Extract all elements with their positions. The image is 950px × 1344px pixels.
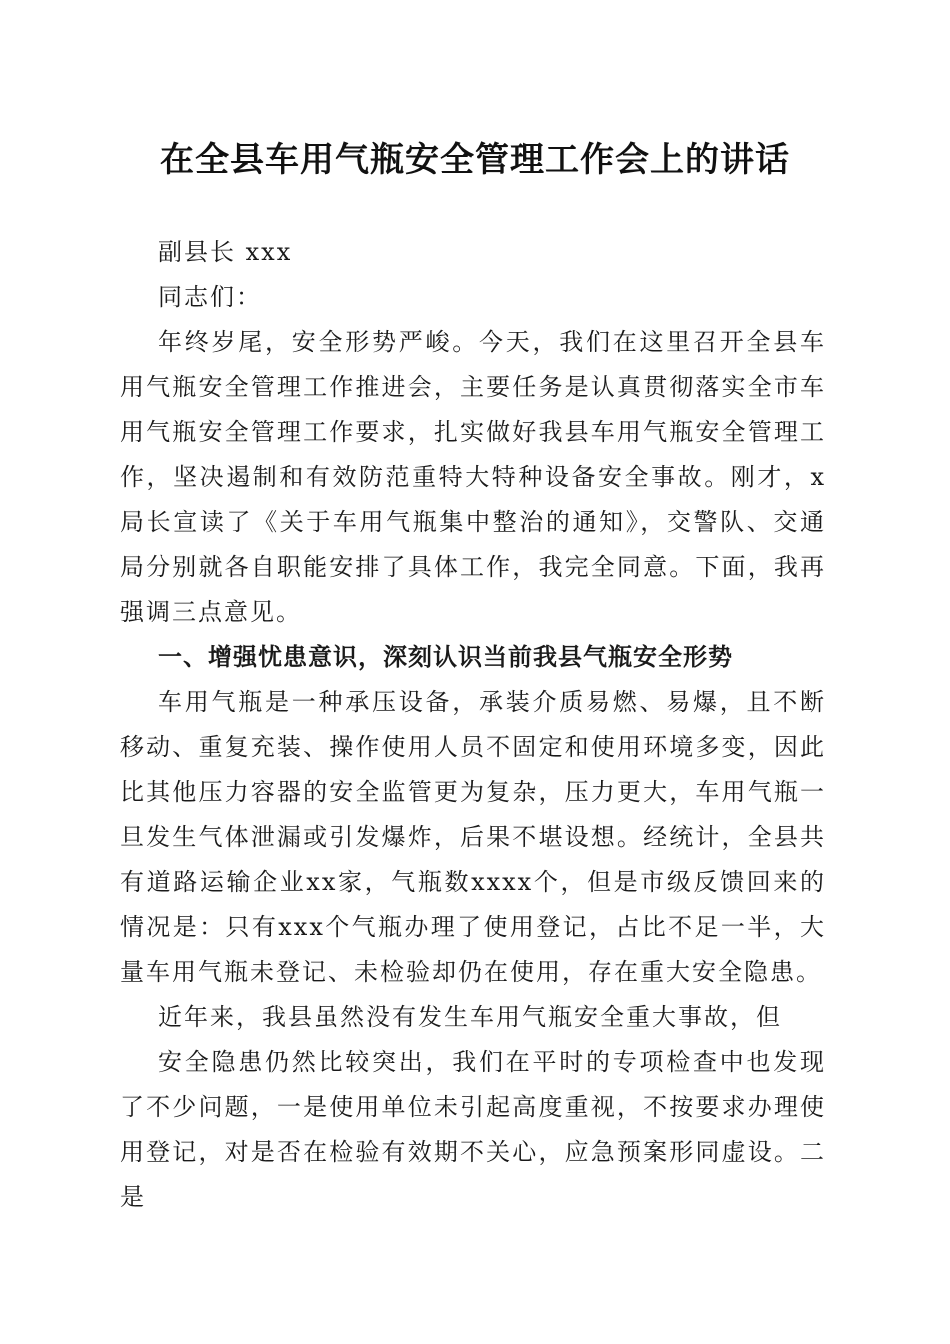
paragraph-hidden-dangers: 安全隐患仍然比较突出，我们在平时的专项检查中也发现了不少问题，一是使用单位未引起高度重视，不按要求办理使用登记，对是否在检验有效期不关心，应急预案形同虚设。二是 — [120, 1048, 826, 1211]
document-body — [120, 230, 826, 1220]
page-title: 在全县车用气瓶安全管理工作会上的讲话 — [160, 140, 790, 180]
paragraph-cylinder-risk: 车用气瓶是一种承压设备，承装介质易燃、易爆，且不断移动、重复充装、操作使用人员不固定和使用环境多变，因此比其他压力容器的安全监管更为复杂，压力更大，车用气瓶一旦发生气体泄漏或引发爆炸，后果不堪设想。经统计，全县共有道路运输企业xx家，气瓶数xxxx个，但是市级反馈回来的情况是：只有xxx个气瓶办理了使用登记，占比不足一半，大量车用气瓶未登记、未检验却仍在使用，存在重大安全隐患。 — [120, 688, 826, 986]
paragraph-intro: 年终岁尾，安全形势严峻。今天，我们在这里召开全县车用气瓶安全管理工作推进会，主要任务是认真贯彻落实全市车用气瓶安全管理工作要求，扎实做好我县车用气瓶安全管理工作，坚决遏制和有效防范重特大特种设备安全事故。刚才，x局长宣读了《关于车用气瓶集中整治的通知》，交警队、交通局分别就各自职能安排了具体工作，我完全同意。下面，我再强调三点意见。 — [120, 328, 826, 626]
speaker-line: 副县长 xxx — [158, 238, 293, 266]
paragraph-recent-years: 近年来，我县虽然没有发生车用气瓶安全重大事故，但 — [158, 1003, 782, 1031]
section-heading-1: 一、增强忧患意识，深刻认识当前我县气瓶安全形势 — [158, 643, 733, 671]
salutation: 同志们： — [158, 283, 262, 311]
